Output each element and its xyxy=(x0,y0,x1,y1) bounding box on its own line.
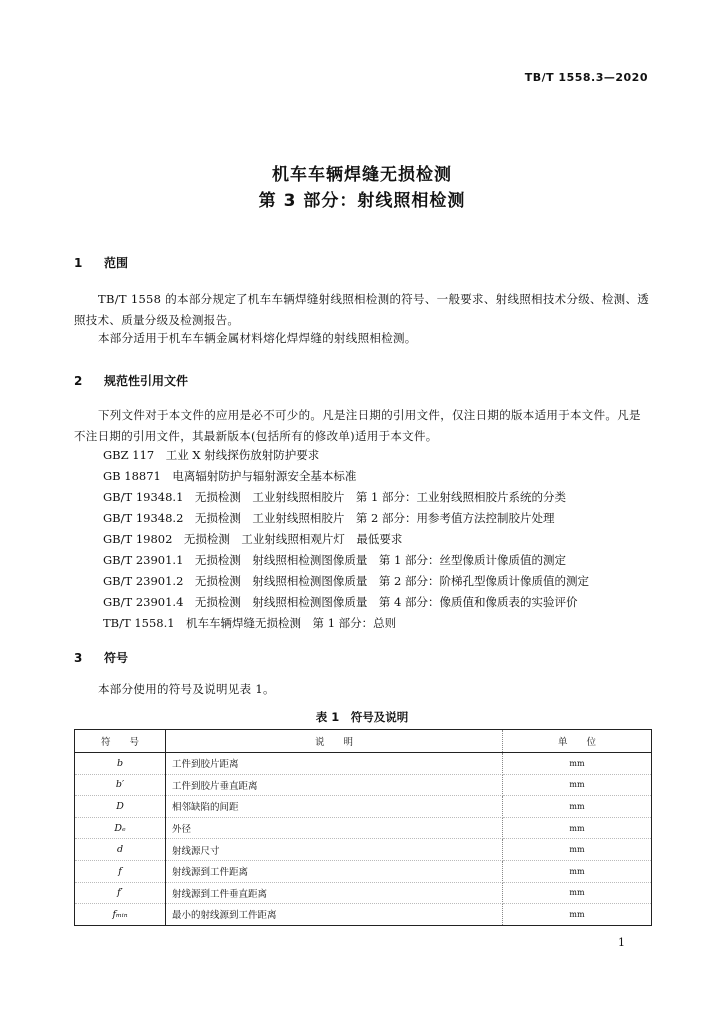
paragraph: TB/T 1558 的本部分规定了机车车辆焊缝射线照相检测的符号、一般要求、射线照相技术分级、检测、透照技术、质量分级及检测报告。 xyxy=(74,292,650,327)
description-cell: 相邻缺陷的间距 xyxy=(166,796,503,818)
table-row xyxy=(75,817,652,839)
reference-item: GB 18871 电离辐射防护与辐射源安全基本标准 xyxy=(103,469,357,483)
section-number: 2 xyxy=(74,374,83,388)
table-row xyxy=(75,753,652,775)
table-row xyxy=(75,904,652,926)
symbol-cell: d xyxy=(75,839,166,861)
reference-item: GB/T 19348.2 无损检测 工业射线照相胶片 第 2 部分：用参考值方法控制胶片处理 xyxy=(103,511,555,525)
symbol-cell: f xyxy=(75,860,166,882)
paragraph: 本部分使用的符号及说明见表 1。 xyxy=(98,682,275,696)
section-title: 范围 xyxy=(104,256,129,270)
standard-number: TB/T 1558.3—2020 xyxy=(524,71,648,84)
symbol-cell: b′ xyxy=(75,774,166,796)
section-number: 3 xyxy=(74,651,83,665)
symbols-table xyxy=(74,729,652,926)
unit-cell: mm xyxy=(503,817,652,839)
table-row xyxy=(75,796,652,818)
description-cell: 射线源到工件距离 xyxy=(166,860,503,882)
paragraph: 下列文件对于本文件的应用是必不可少的。凡是注日期的引用文件，仅注日期的版本适用于本文件。凡是不注日期的引用文件，其最新版本(包括所有的修改单)适用于本文件。 xyxy=(74,408,641,443)
description-cell: 最小的射线源到工件距离 xyxy=(166,904,503,926)
page-number: 1 xyxy=(618,936,625,949)
reference-item: GBZ 117 工业 X 射线探伤放射防护要求 xyxy=(103,448,320,462)
description-cell: 射线源到工件垂直距离 xyxy=(166,882,503,904)
column-header-description: 说 明 xyxy=(166,730,503,753)
symbol-cell: D xyxy=(75,796,166,818)
table-row xyxy=(75,839,652,861)
reference-item: GB/T 19348.1 无损检测 工业射线照相胶片 第 1 部分：工业射线照相胶片系统的分类 xyxy=(103,490,567,504)
table-header-row xyxy=(75,730,652,753)
unit-cell: mm xyxy=(503,882,652,904)
unit-cell: mm xyxy=(503,904,652,926)
unit-cell: mm xyxy=(503,753,652,775)
section-title: 规范性引用文件 xyxy=(104,374,189,388)
unit-cell: mm xyxy=(503,839,652,861)
document-title-line1: 机车车辆焊缝无损检测 xyxy=(272,165,452,185)
symbol-cell: fₘᵢₙ xyxy=(75,904,166,926)
symbol-cell: b xyxy=(75,753,166,775)
table-row xyxy=(75,860,652,882)
description-cell: 射线源尺寸 xyxy=(166,839,503,861)
document-title-line2: 第 3 部分：射线照相检测 xyxy=(258,191,466,211)
table-caption: 表 1 符号及说明 xyxy=(315,710,409,724)
symbol-cell: Dₑ xyxy=(75,817,166,839)
section-heading xyxy=(74,372,188,389)
section-heading xyxy=(74,254,128,271)
column-header-symbol: 符 号 xyxy=(75,730,166,753)
reference-item: GB/T 19802 无损检测 工业射线照相观片灯 最低要求 xyxy=(103,532,403,546)
paragraph: 本部分适用于机车车辆金属材料熔化焊焊缝的射线照相检测。 xyxy=(98,331,417,345)
section-number: 1 xyxy=(74,256,83,270)
reference-item: GB/T 23901.2 无损检测 射线照相检测图像质量 第 2 部分：阶梯孔型像质计像质值的测定 xyxy=(103,574,590,588)
unit-cell: mm xyxy=(503,860,652,882)
column-header-unit: 单 位 xyxy=(503,730,652,753)
section-heading xyxy=(74,649,128,666)
description-cell: 工件到胶片垂直距离 xyxy=(166,774,503,796)
reference-item: GB/T 23901.1 无损检测 射线照相检测图像质量 第 1 部分：丝型像质计像质值的测定 xyxy=(103,553,567,567)
table-row xyxy=(75,882,652,904)
reference-item: GB/T 23901.4 无损检测 射线照相检测图像质量 第 4 部分：像质值和像质表的实验评价 xyxy=(103,595,578,609)
unit-cell: mm xyxy=(503,796,652,818)
symbol-cell: f′ xyxy=(75,882,166,904)
section-title: 符号 xyxy=(104,651,129,665)
description-cell: 工件到胶片距离 xyxy=(166,753,503,775)
reference-item: TB/T 1558.1 机车车辆焊缝无损检测 第 1 部分：总则 xyxy=(103,616,397,630)
table-row xyxy=(75,774,652,796)
unit-cell: mm xyxy=(503,774,652,796)
description-cell: 外径 xyxy=(166,817,503,839)
